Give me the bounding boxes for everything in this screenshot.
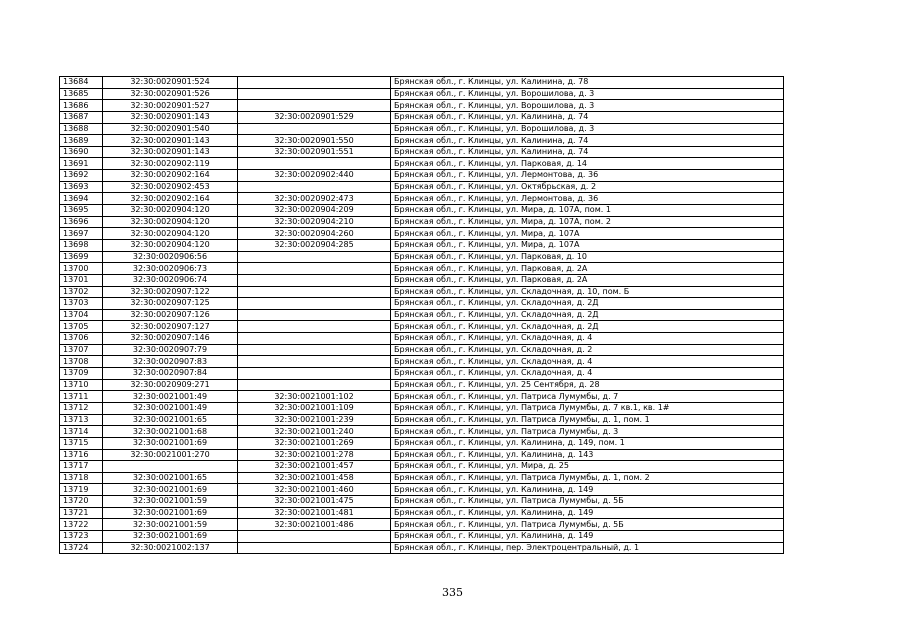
address: Брянская обл., г. Клинцы, ул. Мира, д. 107А, пом. 1 [391, 205, 784, 217]
cadastral-number: 32:30:0020901:526 [103, 88, 238, 100]
table-row [60, 135, 784, 147]
linked-cadastral-number: 32:30:0020902:473 [238, 193, 391, 205]
cadastral-number: 32:30:0020906:56 [103, 251, 238, 263]
table-row [60, 368, 784, 380]
row-number: 13689 [60, 135, 103, 147]
table-row [60, 391, 784, 403]
address: Брянская обл., г. Клинцы, ул. Лермонтова, д. 36 [391, 193, 784, 205]
property-table [59, 76, 784, 554]
address: Брянская обл., г. Клинцы, ул. Парковая, д. 2А [391, 263, 784, 275]
address: Брянская обл., г. Клинцы, ул. Калинина, д. 149 [391, 507, 784, 519]
cadastral-number: 32:30:0021002:137 [103, 542, 238, 554]
table-row [60, 228, 784, 240]
document-page [59, 76, 784, 554]
address: Брянская обл., г. Клинцы, ул. Калинина, д. 74 [391, 135, 784, 147]
linked-cadastral-number [238, 274, 391, 286]
address: Брянская обл., г. Клинцы, ул. Мира, д. 107А [391, 239, 784, 251]
cadastral-number: 32:30:0020907:126 [103, 309, 238, 321]
row-number: 13715 [60, 437, 103, 449]
cadastral-number: 32:30:0020907:146 [103, 333, 238, 345]
address: Брянская обл., г. Клинцы, ул. Парковая, д. 2А [391, 274, 784, 286]
table-row [60, 170, 784, 182]
address: Брянская обл., г. Клинцы, ул. Ворошилова, д. 3 [391, 88, 784, 100]
cadastral-number: 32:30:0020901:143 [103, 146, 238, 158]
cadastral-number: 32:30:0020906:73 [103, 263, 238, 275]
property-table-body [60, 77, 784, 554]
row-number: 13724 [60, 542, 103, 554]
linked-cadastral-number: 32:30:0020901:551 [238, 146, 391, 158]
linked-cadastral-number: 32:30:0021001:460 [238, 484, 391, 496]
table-row [60, 123, 784, 135]
row-number: 13700 [60, 263, 103, 275]
linked-cadastral-number [238, 356, 391, 368]
cadastral-number: 32:30:0020907:79 [103, 344, 238, 356]
address: Брянская обл., г. Клинцы, ул. Патриса Лумумбы, д. 3 [391, 426, 784, 438]
address: Брянская обл., г. Клинцы, ул. 25 Сентября, д. 28 [391, 379, 784, 391]
cadastral-number: 32:30:0020902:453 [103, 181, 238, 193]
linked-cadastral-number [238, 123, 391, 135]
linked-cadastral-number [238, 181, 391, 193]
row-number: 13686 [60, 100, 103, 112]
table-row [60, 274, 784, 286]
address: Брянская обл., г. Клинцы, ул. Мира, д. 107А, пом. 2 [391, 216, 784, 228]
cadastral-number: 32:30:0020904:120 [103, 205, 238, 217]
cadastral-number [103, 461, 238, 473]
row-number: 13694 [60, 193, 103, 205]
address: Брянская обл., г. Клинцы, ул. Патриса Лумумбы, д. 7 кв.1, кв. 1# [391, 402, 784, 414]
address: Брянская обл., г. Клинцы, ул. Лермонтова, д. 36 [391, 170, 784, 182]
row-number: 13713 [60, 414, 103, 426]
linked-cadastral-number: 32:30:0020904:260 [238, 228, 391, 240]
table-row [60, 449, 784, 461]
row-number: 13721 [60, 507, 103, 519]
page-number: 335 [442, 586, 463, 599]
address: Брянская обл., г. Клинцы, ул. Патриса Лумумбы, д. 1, пом. 2 [391, 472, 784, 484]
table-row [60, 542, 784, 554]
address: Брянская обл., г. Клинцы, ул. Калинина, д. 149 [391, 484, 784, 496]
table-row [60, 100, 784, 112]
row-number: 13722 [60, 519, 103, 531]
cadastral-number: 32:30:0021001:65 [103, 414, 238, 426]
row-number: 13695 [60, 205, 103, 217]
row-number: 13716 [60, 449, 103, 461]
table-row [60, 530, 784, 542]
linked-cadastral-number: 32:30:0021001:102 [238, 391, 391, 403]
address: Брянская обл., г. Клинцы, ул. Патриса Лумумбы, д. 1, пом. 1 [391, 414, 784, 426]
linked-cadastral-number [238, 321, 391, 333]
row-number: 13711 [60, 391, 103, 403]
linked-cadastral-number: 32:30:0021001:475 [238, 496, 391, 508]
row-number: 13703 [60, 298, 103, 310]
cadastral-number: 32:30:0021001:69 [103, 530, 238, 542]
cadastral-number: 32:30:0021001:59 [103, 496, 238, 508]
address: Брянская обл., г. Клинцы, ул. Мира, д. 25 [391, 461, 784, 473]
row-number: 13718 [60, 472, 103, 484]
cadastral-number: 32:30:0020904:120 [103, 239, 238, 251]
cadastral-number: 32:30:0021001:270 [103, 449, 238, 461]
linked-cadastral-number: 32:30:0020901:529 [238, 111, 391, 123]
address: Брянская обл., г. Клинцы, ул. Парковая, д. 14 [391, 158, 784, 170]
address: Брянская обл., г. Клинцы, ул. Калинина, д. 149, пом. 1 [391, 437, 784, 449]
linked-cadastral-number [238, 77, 391, 89]
cadastral-number: 32:30:0021001:65 [103, 472, 238, 484]
linked-cadastral-number [238, 263, 391, 275]
linked-cadastral-number: 32:30:0020904:210 [238, 216, 391, 228]
linked-cadastral-number: 32:30:0021001:269 [238, 437, 391, 449]
table-row [60, 193, 784, 205]
table-row [60, 146, 784, 158]
table-row [60, 333, 784, 345]
cadastral-number: 32:30:0020904:120 [103, 216, 238, 228]
address: Брянская обл., г. Клинцы, ул. Калинина, д. 74 [391, 146, 784, 158]
address: Брянская обл., г. Клинцы, ул. Складочная, д. 2 [391, 344, 784, 356]
linked-cadastral-number [238, 379, 391, 391]
address: Брянская обл., г. Клинцы, ул. Складочная, д. 4 [391, 356, 784, 368]
address: Брянская обл., г. Клинцы, ул. Складочная, д. 4 [391, 368, 784, 380]
address: Брянская обл., г. Клинцы, ул. Мира, д. 107А [391, 228, 784, 240]
row-number: 13712 [60, 402, 103, 414]
row-number: 13692 [60, 170, 103, 182]
address: Брянская обл., г. Клинцы, ул. Парковая, д. 10 [391, 251, 784, 263]
table-row [60, 216, 784, 228]
cadastral-number: 32:30:0020901:540 [103, 123, 238, 135]
row-number: 13691 [60, 158, 103, 170]
linked-cadastral-number [238, 542, 391, 554]
cadastral-number: 32:30:0020907:83 [103, 356, 238, 368]
cadastral-number: 32:30:0021001:49 [103, 402, 238, 414]
linked-cadastral-number: 32:30:0021001:109 [238, 402, 391, 414]
table-row [60, 158, 784, 170]
cadastral-number: 32:30:0020907:127 [103, 321, 238, 333]
table-row [60, 286, 784, 298]
linked-cadastral-number: 32:30:0020902:440 [238, 170, 391, 182]
linked-cadastral-number [238, 298, 391, 310]
address: Брянская обл., г. Клинцы, ул. Складочная, д. 2Д [391, 309, 784, 321]
table-row [60, 298, 784, 310]
row-number: 13706 [60, 333, 103, 345]
address: Брянская обл., г. Клинцы, ул. Калинина, д. 74 [391, 111, 784, 123]
cadastral-number: 32:30:0021001:69 [103, 484, 238, 496]
row-number: 13699 [60, 251, 103, 263]
row-number: 13710 [60, 379, 103, 391]
table-row [60, 88, 784, 100]
table-row [60, 111, 784, 123]
row-number: 13701 [60, 274, 103, 286]
linked-cadastral-number: 32:30:0021001:486 [238, 519, 391, 531]
table-row [60, 181, 784, 193]
row-number: 13702 [60, 286, 103, 298]
cadastral-number: 32:30:0020901:527 [103, 100, 238, 112]
row-number: 13705 [60, 321, 103, 333]
address: Брянская обл., г. Клинцы, ул. Калинина, д. 149 [391, 530, 784, 542]
row-number: 13690 [60, 146, 103, 158]
cadastral-number: 32:30:0021001:68 [103, 426, 238, 438]
address: Брянская обл., г. Клинцы, ул. Складочная, д. 2Д [391, 321, 784, 333]
cadastral-number: 32:30:0021001:49 [103, 391, 238, 403]
row-number: 13687 [60, 111, 103, 123]
table-row [60, 356, 784, 368]
table-row [60, 496, 784, 508]
row-number: 13708 [60, 356, 103, 368]
linked-cadastral-number: 32:30:0021001:239 [238, 414, 391, 426]
table-row [60, 437, 784, 449]
row-number: 13717 [60, 461, 103, 473]
row-number: 13684 [60, 77, 103, 89]
table-row [60, 309, 784, 321]
row-number: 13698 [60, 239, 103, 251]
cadastral-number: 32:30:0020909:271 [103, 379, 238, 391]
address: Брянская обл., г. Клинцы, пер. Электроцентральный, д. 1 [391, 542, 784, 554]
address: Брянская обл., г. Клинцы, ул. Патриса Лумумбы, д. 5Б [391, 496, 784, 508]
linked-cadastral-number [238, 251, 391, 263]
table-row [60, 239, 784, 251]
table-row [60, 321, 784, 333]
linked-cadastral-number [238, 88, 391, 100]
cadastral-number: 32:30:0020901:524 [103, 77, 238, 89]
linked-cadastral-number: 32:30:0020901:550 [238, 135, 391, 147]
table-row [60, 519, 784, 531]
row-number: 13704 [60, 309, 103, 321]
linked-cadastral-number: 32:30:0021001:458 [238, 472, 391, 484]
linked-cadastral-number: 32:30:0021001:278 [238, 449, 391, 461]
address: Брянская обл., г. Клинцы, ул. Ворошилова, д. 3 [391, 123, 784, 135]
linked-cadastral-number: 32:30:0021001:481 [238, 507, 391, 519]
table-row [60, 263, 784, 275]
row-number: 13723 [60, 530, 103, 542]
cadastral-number: 32:30:0020901:143 [103, 135, 238, 147]
table-row [60, 344, 784, 356]
address: Брянская обл., г. Клинцы, ул. Патриса Лумумбы, д. 5Б [391, 519, 784, 531]
table-row [60, 379, 784, 391]
linked-cadastral-number [238, 368, 391, 380]
row-number: 13696 [60, 216, 103, 228]
table-row [60, 402, 784, 414]
row-number: 13707 [60, 344, 103, 356]
cadastral-number: 32:30:0021001:69 [103, 437, 238, 449]
address: Брянская обл., г. Клинцы, ул. Калинина, д. 143 [391, 449, 784, 461]
cadastral-number: 32:30:0021001:59 [103, 519, 238, 531]
row-number: 13719 [60, 484, 103, 496]
row-number: 13685 [60, 88, 103, 100]
table-row [60, 77, 784, 89]
linked-cadastral-number [238, 286, 391, 298]
table-row [60, 484, 784, 496]
table-row [60, 414, 784, 426]
linked-cadastral-number [238, 344, 391, 356]
table-row [60, 205, 784, 217]
cadastral-number: 32:30:0020906:74 [103, 274, 238, 286]
cadastral-number: 32:30:0021001:69 [103, 507, 238, 519]
linked-cadastral-number [238, 530, 391, 542]
table-row [60, 507, 784, 519]
linked-cadastral-number: 32:30:0021001:457 [238, 461, 391, 473]
cadastral-number: 32:30:0020902:164 [103, 193, 238, 205]
row-number: 13697 [60, 228, 103, 240]
row-number: 13688 [60, 123, 103, 135]
linked-cadastral-number [238, 100, 391, 112]
cadastral-number: 32:30:0020904:120 [103, 228, 238, 240]
linked-cadastral-number [238, 309, 391, 321]
cadastral-number: 32:30:0020902:164 [103, 170, 238, 182]
address: Брянская обл., г. Клинцы, ул. Складочная, д. 4 [391, 333, 784, 345]
linked-cadastral-number: 32:30:0020904:285 [238, 239, 391, 251]
linked-cadastral-number: 32:30:0020904:209 [238, 205, 391, 217]
table-row [60, 472, 784, 484]
address: Брянская обл., г. Клинцы, ул. Октябрьская, д. 2 [391, 181, 784, 193]
address: Брянская обл., г. Клинцы, ул. Калинина, д. 78 [391, 77, 784, 89]
linked-cadastral-number [238, 158, 391, 170]
table-row [60, 461, 784, 473]
cadastral-number: 32:30:0020907:125 [103, 298, 238, 310]
cadastral-number: 32:30:0020907:84 [103, 368, 238, 380]
table-row [60, 426, 784, 438]
address: Брянская обл., г. Клинцы, ул. Патриса Лумумбы, д. 7 [391, 391, 784, 403]
address: Брянская обл., г. Клинцы, ул. Ворошилова, д. 3 [391, 100, 784, 112]
linked-cadastral-number: 32:30:0021001:240 [238, 426, 391, 438]
cadastral-number: 32:30:0020902:119 [103, 158, 238, 170]
address: Брянская обл., г. Клинцы, ул. Складочная, д. 2Д [391, 298, 784, 310]
table-row [60, 251, 784, 263]
linked-cadastral-number [238, 333, 391, 345]
cadastral-number: 32:30:0020907:122 [103, 286, 238, 298]
cadastral-number: 32:30:0020901:143 [103, 111, 238, 123]
row-number: 13693 [60, 181, 103, 193]
row-number: 13709 [60, 368, 103, 380]
row-number: 13714 [60, 426, 103, 438]
row-number: 13720 [60, 496, 103, 508]
address: Брянская обл., г. Клинцы, ул. Складочная, д. 10, пом. Б [391, 286, 784, 298]
